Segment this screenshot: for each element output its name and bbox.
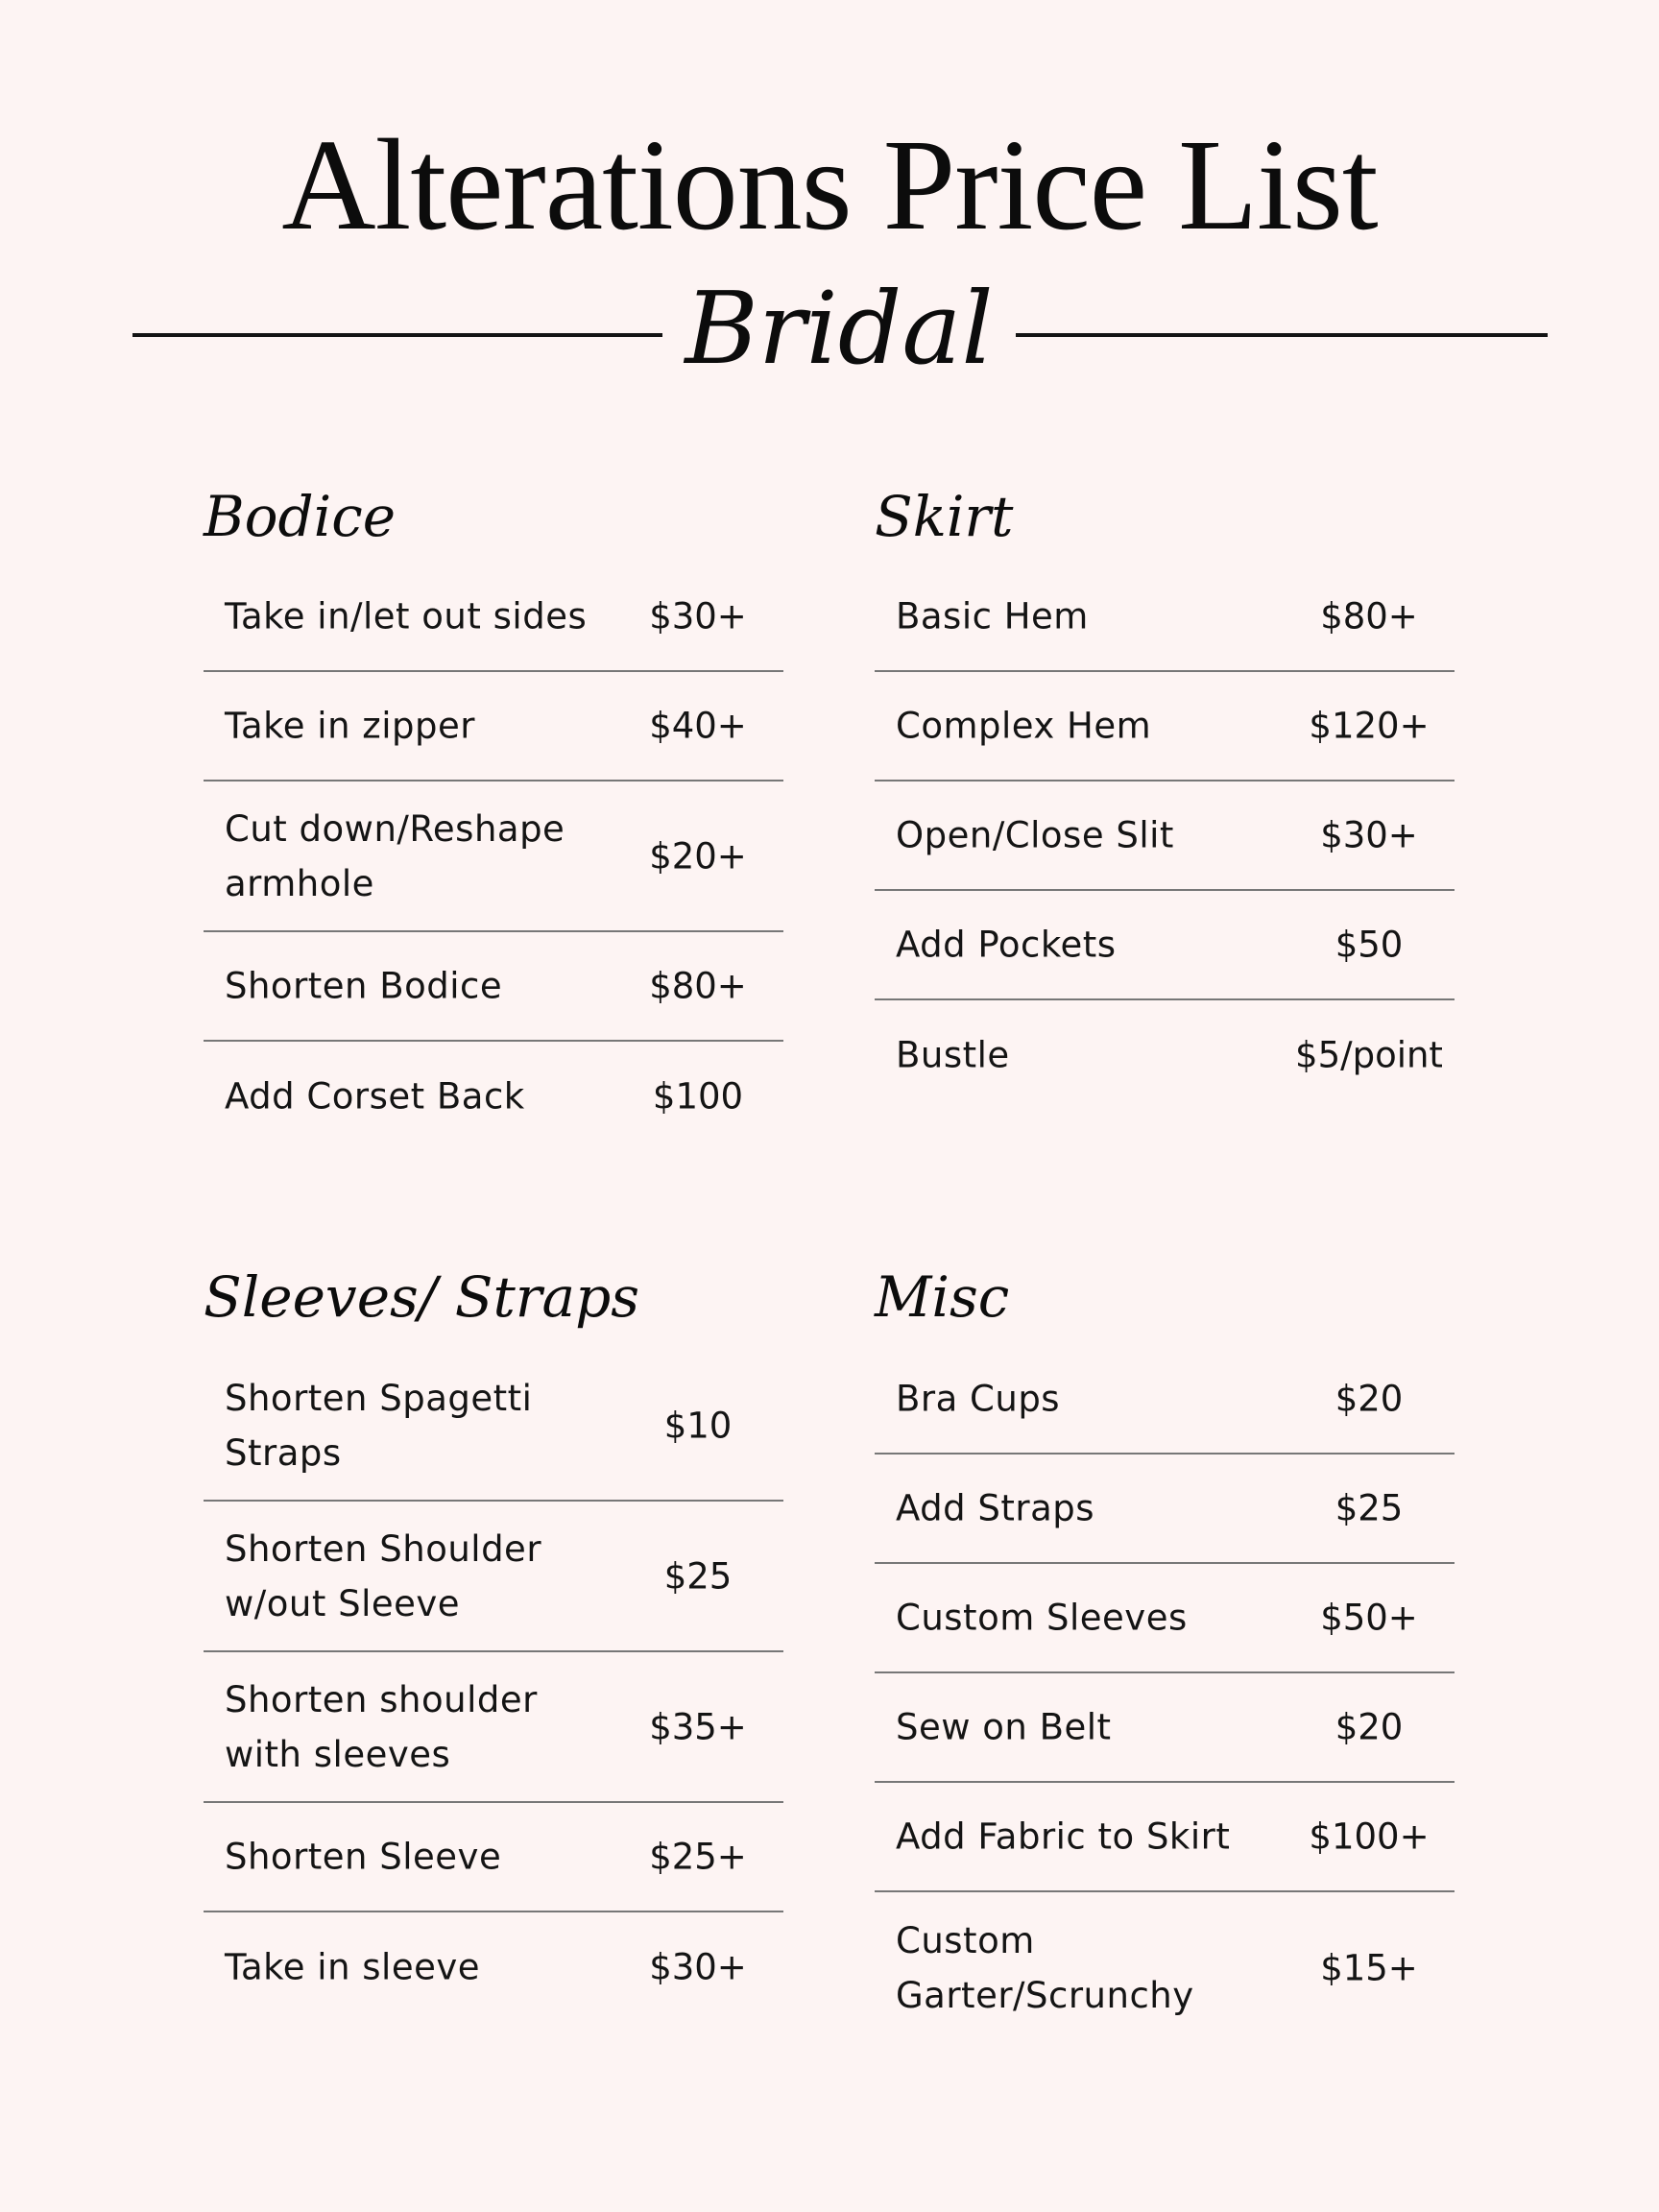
item-name: Add Corset Back bbox=[225, 1075, 525, 1118]
price-row bbox=[204, 1502, 783, 1652]
item-name: Custom Garter/Scrunchy bbox=[896, 1919, 1194, 2016]
item-price: $120+ bbox=[1309, 705, 1430, 747]
item-price: $10 bbox=[663, 1405, 733, 1446]
item-name: Basic Hem bbox=[896, 595, 1089, 637]
item-price: $20 bbox=[1334, 1706, 1404, 1748]
price-row bbox=[204, 1042, 783, 1151]
price-row bbox=[875, 1000, 1455, 1110]
price-row bbox=[204, 1803, 783, 1912]
item-name: Take in zipper bbox=[225, 705, 475, 747]
item-price: $25 bbox=[663, 1555, 733, 1597]
item-price: $50 bbox=[1334, 924, 1404, 966]
item-price: $25 bbox=[1334, 1487, 1404, 1529]
item-name: Bra Cups bbox=[896, 1378, 1061, 1420]
section-title: Sleeves/ Straps bbox=[204, 1264, 640, 1330]
price-row bbox=[204, 781, 783, 932]
item-name: Shorten Bodice bbox=[225, 965, 503, 1007]
section-title: Bodice bbox=[204, 484, 397, 549]
price-row bbox=[204, 1652, 783, 1803]
page-subtitle: Bridal bbox=[685, 270, 994, 387]
price-row bbox=[204, 563, 783, 672]
item-name: Shorten shoulder with sleeves bbox=[225, 1678, 538, 1775]
item-price: $15+ bbox=[1320, 1947, 1418, 1988]
item-price: $30+ bbox=[1320, 814, 1418, 856]
divider-right bbox=[1016, 333, 1548, 337]
item-price: $20+ bbox=[649, 835, 747, 877]
price-row bbox=[875, 1345, 1455, 1455]
item-name: Take in/let out sides bbox=[225, 595, 588, 637]
page-title: Alterations Price List bbox=[281, 113, 1378, 257]
item-name: Add Pockets bbox=[896, 924, 1117, 966]
price-row bbox=[875, 1783, 1455, 1892]
section-title: Misc bbox=[875, 1264, 1010, 1330]
price-row bbox=[204, 1912, 783, 2022]
item-name: Shorten Shoulder w/out Sleeve bbox=[225, 1527, 542, 1624]
item-name: Open/Close Slit bbox=[896, 814, 1174, 856]
section-title: Skirt bbox=[875, 484, 1014, 549]
item-name: Cut down/Reshape armhole bbox=[225, 807, 565, 904]
item-price: $100 bbox=[652, 1075, 744, 1118]
price-row bbox=[204, 932, 783, 1042]
price-row bbox=[875, 781, 1455, 891]
item-price: $40+ bbox=[649, 705, 747, 747]
item-price: $80+ bbox=[1320, 595, 1418, 637]
price-row bbox=[875, 672, 1455, 781]
price-row bbox=[875, 1455, 1455, 1564]
price-row bbox=[875, 891, 1455, 1000]
item-name: Complex Hem bbox=[896, 705, 1152, 747]
item-name: Bustle bbox=[896, 1034, 1010, 1076]
item-price: $100+ bbox=[1309, 1815, 1430, 1858]
item-price: $35+ bbox=[649, 1706, 747, 1747]
price-row bbox=[875, 1673, 1455, 1783]
item-price: $30+ bbox=[649, 595, 747, 637]
item-price: $5/point bbox=[1295, 1034, 1443, 1076]
item-price: $30+ bbox=[649, 1946, 747, 1988]
item-name: Add Fabric to Skirt bbox=[896, 1815, 1231, 1858]
item-price: $80+ bbox=[649, 965, 747, 1007]
price-row bbox=[875, 563, 1455, 672]
price-row bbox=[204, 1351, 783, 1502]
item-price: $20 bbox=[1334, 1378, 1404, 1420]
item-price: $25+ bbox=[649, 1836, 747, 1878]
divider-left bbox=[132, 333, 662, 337]
item-name: Add Straps bbox=[896, 1487, 1095, 1529]
item-name: Shorten Spagetti Straps bbox=[225, 1377, 533, 1474]
item-name: Custom Sleeves bbox=[896, 1597, 1188, 1639]
item-name: Sew on Belt bbox=[896, 1706, 1112, 1748]
item-name: Take in sleeve bbox=[225, 1946, 481, 1988]
price-row bbox=[204, 672, 783, 781]
item-name: Shorten Sleeve bbox=[225, 1836, 502, 1878]
price-row bbox=[875, 1564, 1455, 1673]
price-row bbox=[875, 1892, 1455, 2043]
item-price: $50+ bbox=[1320, 1597, 1418, 1639]
